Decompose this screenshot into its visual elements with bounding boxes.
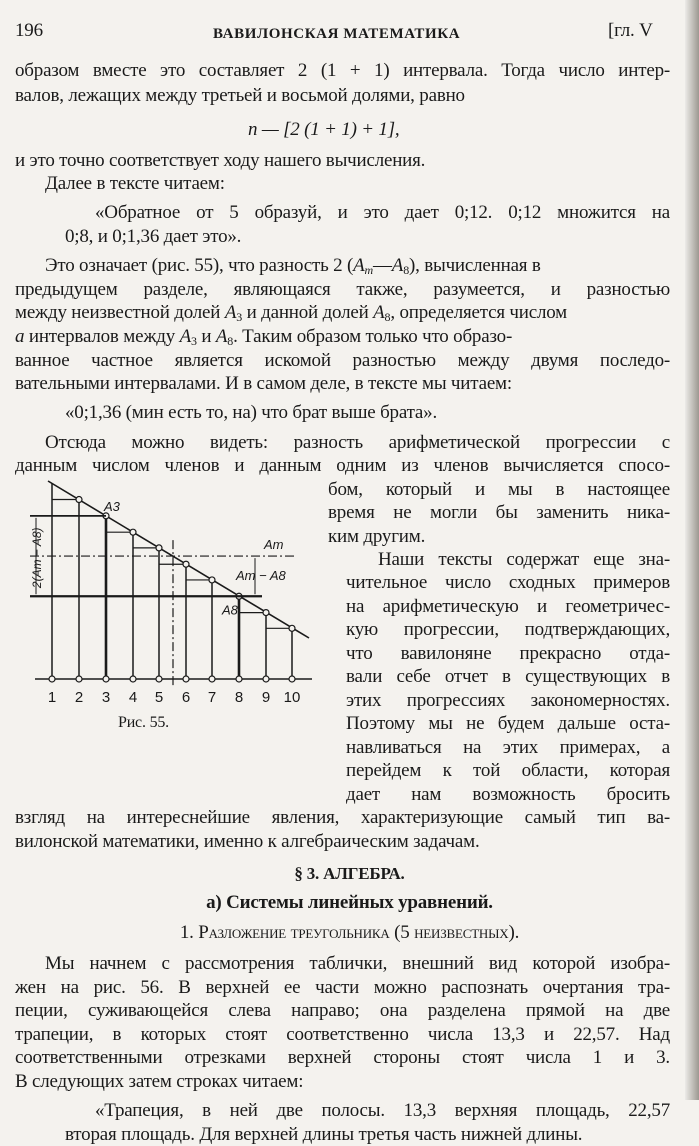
x-tick-label: 8 <box>234 689 244 706</box>
point-marker <box>263 610 269 616</box>
axis-point-marker <box>183 676 189 682</box>
axis-point-marker <box>130 676 136 682</box>
text-line: на арифметическую и геометричес- <box>346 596 670 617</box>
text-segment: Это означает (рис. 55), что разность 2 $(A_m—A_8)$, вычисленная в <box>45 255 541 277</box>
label-am-minus-a8: Am − A8 <box>236 568 286 584</box>
x-tick-label: 5 <box>154 689 164 706</box>
x-tick-label: 3 <box>101 689 111 706</box>
text-line: Отсюда можно видеть: разность арифметической прогрессии с <box>45 432 670 453</box>
text-line: соответственными отрезками верхней стороны стоят числа 1 и 3. <box>15 1047 670 1068</box>
quote-line: 0;8, и 0;1,36 дает это». <box>65 226 242 247</box>
text-line: чительное число сходных примеров <box>346 572 670 593</box>
quote-line: «Трапеция, в ней две полосы. 13,3 верхняя площадь, 22,57 <box>95 1100 670 1121</box>
hypotenuse-line <box>48 481 309 638</box>
text-line: взгляд на интереснейшие явления, характеризующие самый тип ва- <box>15 807 670 828</box>
text-line: предыдущем разделе, являющаяся также, разумеется, и разностью <box>15 279 670 300</box>
text-line: Мы начнем с рассмотрения таблички, внешний вид которой изобра- <box>45 953 670 974</box>
text-line: Наши тексты содержат еще зна- <box>378 549 670 570</box>
chapter-label: [гл. V <box>608 20 653 41</box>
text-line: этих прогрессиях закономерностях. <box>346 690 670 711</box>
text-line: В следующих затем строках читаем: <box>15 1071 304 1092</box>
axis-point-marker <box>263 676 269 682</box>
x-tick-label: 4 <box>128 689 138 706</box>
text-line: валов, лежащих между третьей и восьмой долями, равно <box>15 85 465 106</box>
text-line: вали себе отчет в существующих в <box>346 666 670 687</box>
point-marker <box>130 529 136 535</box>
x-tick-label: 2 <box>74 689 84 706</box>
axis-point-marker <box>103 676 109 682</box>
text-line: пеции, суживающейся слева направо; она разделена прямой на две <box>15 1000 670 1021</box>
section-heading: § 3. АЛГЕБРА. <box>294 864 405 883</box>
text-line: a интервалов между $A_3$ и $A_8$. Таким образом только что образо- <box>15 326 513 348</box>
point-marker <box>183 561 189 567</box>
text-line: перейдем к той области, которая <box>346 760 670 781</box>
subsubsection-heading: 1. Разложение треугольника (5 неизвестных). <box>179 922 520 943</box>
text-line: ким другим. <box>328 526 426 547</box>
figure-55 <box>0 470 330 740</box>
text-line: кую прогрессии, подтверждающих, <box>346 619 670 640</box>
text-line <box>45 255 670 277</box>
label-2-am-minus-a8: 2(Am − A8) <box>30 527 44 589</box>
label-a3: A3 <box>104 498 120 514</box>
x-tick-label: 10 <box>283 689 301 706</box>
text-line: навливаться на этих примерах, а <box>346 737 670 758</box>
text-line: вательными интервалами. И в самом деле, в тексте мы читаем: <box>15 373 512 394</box>
axis-point-marker <box>156 676 162 682</box>
text-line: вилонской математики, именно к алгебраическим задачам. <box>15 831 480 852</box>
x-tick-label: 6 <box>181 689 191 706</box>
label-a8: A8 <box>222 602 238 618</box>
text-line: бом, который и мы в настоящее <box>328 479 670 500</box>
text-line: что вавилоняне прекрасно отда- <box>346 643 670 664</box>
axis-point-marker <box>236 676 242 682</box>
point-marker <box>156 545 162 551</box>
page-number: 196 <box>15 20 43 41</box>
point-marker <box>209 577 215 583</box>
text-line: и это точно соответствует ходу нашего вычисления. <box>15 150 426 171</box>
axis-point-marker <box>76 676 82 682</box>
text-line: Далее в тексте читаем: <box>45 173 225 194</box>
point-marker <box>289 625 295 631</box>
text-line: ванное частное является искомой разностью между двумя последо- <box>15 350 670 371</box>
x-tick-label: 9 <box>261 689 271 706</box>
text-line: образом вместе это составляет 2 (1 + 1) интервала. Тогда число интер- <box>15 60 670 81</box>
figure-caption: Рис. 55. <box>118 714 169 731</box>
subsection-heading: а) Системы линейных уравнений. <box>206 892 493 913</box>
text-line: Поэтому мы не будем дальше оста- <box>346 713 670 734</box>
quote-line: «Обратное от 5 образуй, и это дает 0;12. 0;12 множится на <box>95 202 670 223</box>
point-marker <box>76 497 82 503</box>
text-line: время не могли бы заменить ника- <box>328 502 670 523</box>
text-line: данным числом членов и данным одним из членов вычисляется спосо- <box>15 455 670 476</box>
running-title: ВАВИЛОНСКАЯ МАТЕМАТИКА <box>213 26 461 42</box>
text-line: трапеции, в которых стоят соответственно числа 13,3 и 22,57. Над <box>15 1024 670 1045</box>
quote-line: «0;1,36 (мин есть то, на) что брат выше брата». <box>65 402 438 423</box>
text-line: жен на рис. 56. В верхней ее части можно распознать очертания тра- <box>15 977 670 998</box>
text-line: дает нам возможность бросить <box>346 784 670 805</box>
axis-point-marker <box>289 676 295 682</box>
text-line: между неизвестной долей $A_3$ и данной долей $A_8$, определяется числом <box>15 302 568 324</box>
axis-point-marker <box>209 676 215 682</box>
axis-point-marker <box>49 676 55 682</box>
x-tick-label: 1 <box>47 689 57 706</box>
formula: n — [2 (1 + 1) + 1], <box>248 119 400 140</box>
x-tick-label: 7 <box>207 689 217 706</box>
quote-line: вторая площадь. Для верхней длины третья часть нижней длины. <box>65 1124 583 1145</box>
label-am: Am <box>264 537 284 553</box>
